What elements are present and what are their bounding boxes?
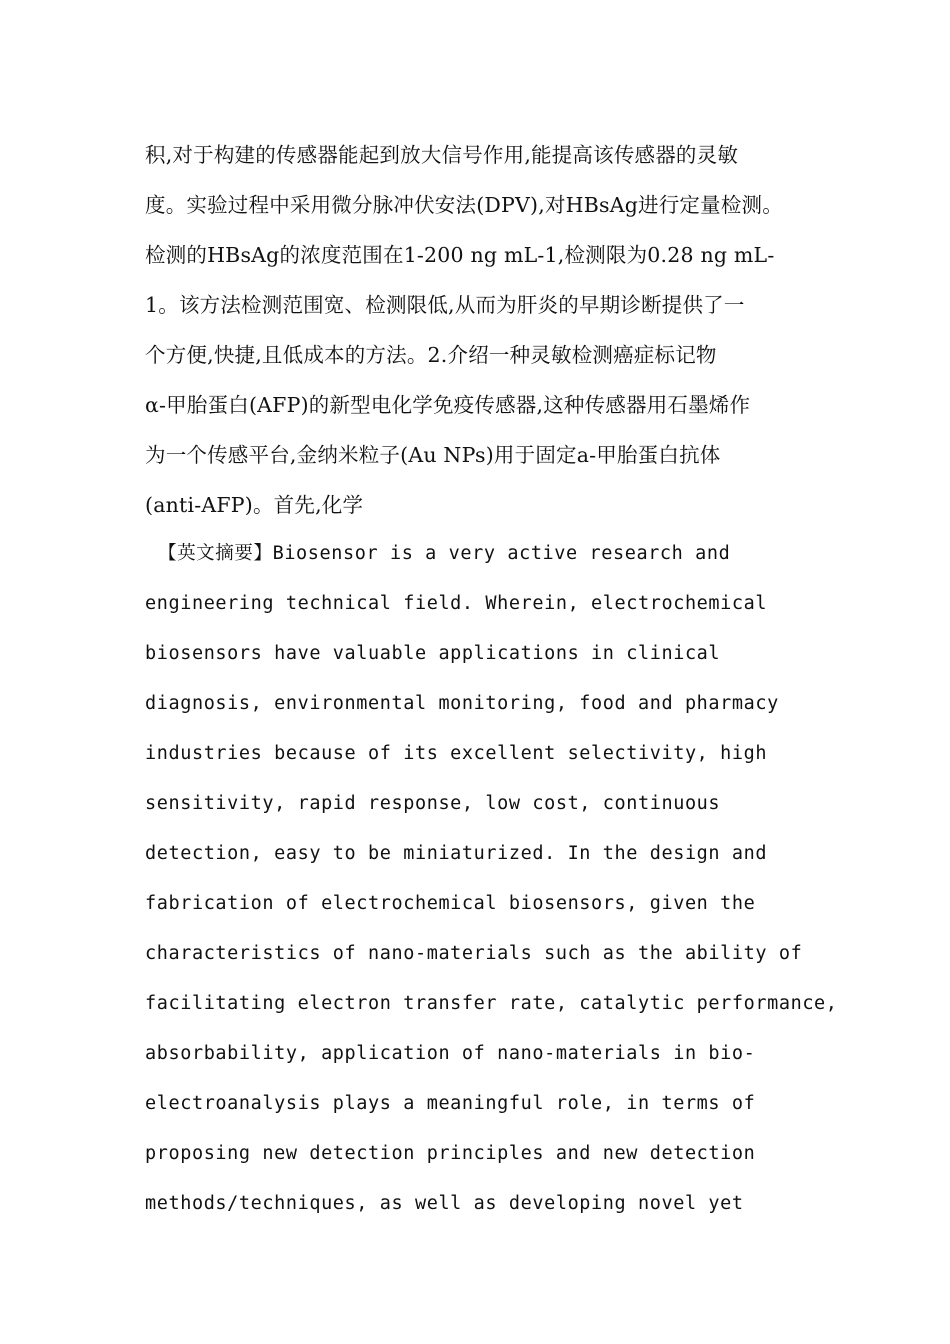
- abstract-indent: [145, 543, 158, 564]
- text-line: facilitating electron transfer rate, catalytic performance,: [145, 993, 838, 1014]
- text-line: 个方便,快捷,且低成本的方法。2.介绍一种灵敏检测癌症标记物: [145, 343, 717, 367]
- text-line: proposing new detection principles and new detection: [145, 1143, 756, 1164]
- text-line: engineering technical field. Wherein, electrochemical: [145, 593, 768, 614]
- abstract-first-line: [145, 529, 825, 579]
- text-line: 检测的HBsAg的浓度范围在1-200 ng mL-1,检测限为0.28 ng mL-: [145, 243, 775, 267]
- text-line: absorbability, application of nano-materials in bio-: [145, 1043, 756, 1064]
- text-line: electroanalysis plays a meaningful role, in terms of: [145, 1093, 756, 1114]
- text-line: 1。该方法检测范围宽、检测限低,从而为肝炎的早期诊断提供了一: [145, 293, 745, 317]
- text-line: diagnosis, environmental monitoring, food and pharmacy: [145, 693, 779, 714]
- text-line: methods/techniques, as well as developing novel yet: [145, 1193, 744, 1214]
- text-line: 度。实验过程中采用微分脉冲伏安法(DPV),对HBsAg进行定量检测。: [145, 193, 783, 217]
- text-line: characteristics of nano-materials such as the ability of: [145, 943, 803, 964]
- text-line: detection, easy to be miniaturized. In the design and: [145, 843, 768, 864]
- abstract-heading: 【英文摘要】: [157, 543, 273, 564]
- text-line: (anti-AFP)。首先,化学: [145, 493, 364, 517]
- text-line: fabrication of electrochemical biosensors, given the: [145, 893, 756, 914]
- text-line: α-甲胎蛋白(AFP)的新型电化学免疫传感器,这种传感器用石墨烯作: [145, 393, 751, 417]
- text-line: sensitivity, rapid response, low cost, continuous: [145, 793, 721, 814]
- text-line: biosensors have valuable applications in clinical: [145, 643, 721, 664]
- text-line: industries because of its excellent selectivity, high: [145, 743, 768, 764]
- english-abstract: [145, 529, 838, 1229]
- chinese-paragraph: [145, 130, 825, 530]
- text-line: 为一个传感平台,金纳米粒子(Au NPs)用于固定a-甲胎蛋白抗体: [145, 443, 721, 467]
- abstract-first-line-text: Biosensor is a very active research and: [272, 543, 731, 564]
- text-line: 积,对于构建的传感器能起到放大信号作用,能提高该传感器的灵敏: [145, 143, 739, 167]
